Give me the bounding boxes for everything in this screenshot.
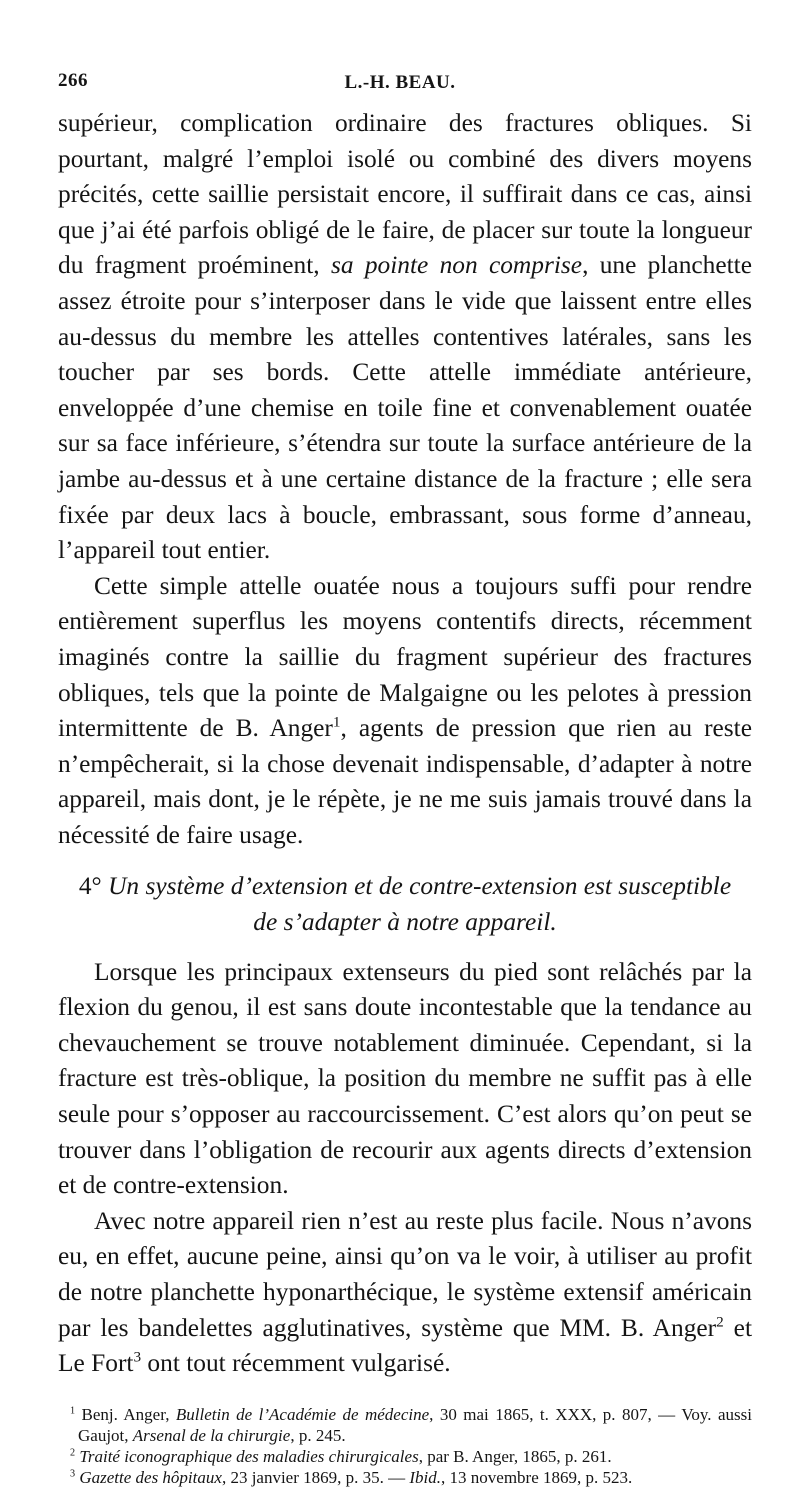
body-text [58, 106, 752, 1382]
page-number: 266 [58, 70, 88, 91]
text-run: , p. 245. [290, 1425, 346, 1445]
text-run: ont tout récemment vulgarisé. [141, 1349, 451, 1378]
text-run: Avec notre appareil rien n’est au reste plus facile. Nous n’avons eu, en effet, aucune peine, ainsi qu’on va le voir, à utiliser au profit de notre planchette hyponarthécique, le système extensif américain par les bandelettes agglutinatives, système que MM. B. Anger [58, 1206, 752, 1342]
text-run: , 30 mai 1865, t. XXX, p. 807, — Voy. aussi Gaujot, [78, 1404, 752, 1445]
italic-text: Arsenal de la chirurgie [132, 1425, 291, 1445]
footnote-marker: 3 [70, 1468, 76, 1480]
text-run: Cette simple attelle ouatée nous a toujours suffi pour rendre entièrement superflus les moyens contentifs directs, récemment imaginés contre la saillie du fragment supérieur des fractures obliques, tels que la pointe de Malgaigne ou les pelotes à pression intermittente de B. Anger [58, 571, 752, 743]
text-run: et Le Fort [58, 1313, 752, 1378]
section-heading-line-2: de s’adapter à notre appareil. [253, 908, 557, 937]
text-run: , par B. Anger, 1865, p. 261. [418, 1446, 612, 1466]
footnote-marker: 1 [70, 1405, 76, 1417]
text-run: , 23 janvier 1869, p. 35. — [221, 1467, 410, 1487]
paragraph [58, 955, 752, 1204]
paragraph [58, 106, 752, 569]
italic-text: Traité iconographique des maladies chirurgicales [79, 1446, 419, 1466]
running-title: L.-H. BEAU. [344, 72, 456, 93]
text-run: , 13 novembre 1869, p. 523. [441, 1467, 633, 1487]
italic-text: sa pointe non comprise [330, 251, 583, 280]
text-run: Lorsque les principaux extenseurs du pied sont relâchés par la flexion du genou, il est sans doute incontestable que la tendance au chevauchement se trouve notablement diminuée. Cependant, si la fracture est très-oblique, la position du membre ne suffit pas à elle seule pour s’opposer au raccourcissement. C’est alors qu’on peut se trouver dans l’obligation de recourir aux agents directs d’extension et de contre-extension. [58, 957, 752, 1200]
footnote [58, 1467, 752, 1488]
section-number: 4° [78, 872, 102, 901]
italic-text: Gazette des hôpitaux [79, 1467, 222, 1487]
text-run: , agents de pression que rien au reste n’empêcherait, si la chose devenait indispensable, d’adapter à notre appareil, mais dont, je le répète, je ne me suis jamais trouvé dans la nécessité de faire usage. [58, 714, 752, 849]
paragraph [58, 1204, 752, 1382]
footnote-marker: 1 [332, 713, 341, 731]
paragraph [58, 569, 752, 854]
text-run: Benj. Anger, [75, 1404, 176, 1424]
footnote-marker: 2 [716, 1313, 724, 1331]
text-run: , une planchette assez étroite pour s’interposer dans le vide que laissent entre elles au-dessus du membre les attelles contentives latérales, sans les toucher par ses bords. Cette attelle immédiate antérieure, enveloppée d’une chemise en toile fine et convenablement ouatée sur sa face inférieure, s’étendra sur toute la surface antérieure de la jambe au-dessus et à une certaine distance de la fracture ; elle sera fixée par deux lacs à boucle, embrassant, sous forme d’anneau, l’appareil tout entier. [58, 251, 753, 565]
section-heading [58, 869, 752, 940]
footnote [58, 1404, 752, 1446]
page-header [58, 70, 752, 92]
section-heading-line-1: Un système d’extension et de contre-extension est susceptible [108, 872, 732, 901]
italic-text: Bulletin de l’Académie de médecine [175, 1404, 430, 1424]
footnote-marker: 2 [70, 1447, 76, 1459]
paragraphs-before-heading [58, 106, 752, 853]
italic-text: Ibid. [409, 1467, 442, 1487]
text-run: supérieur, complication ordinaire des fractures obliques. Si pourtant, malgré l’emploi isolé ou combiné des divers moyens précités, cette saillie persistait encore, il suffirait dans ce cas, ainsi que j’ai été parfois obligé de le faire, de placer sur toute la longueur du fragment proéminent, [58, 109, 752, 280]
footnote-marker: 3 [133, 1348, 142, 1366]
paragraphs-after-heading [58, 955, 752, 1382]
footnotes [58, 1404, 752, 1488]
footnote [58, 1446, 752, 1467]
